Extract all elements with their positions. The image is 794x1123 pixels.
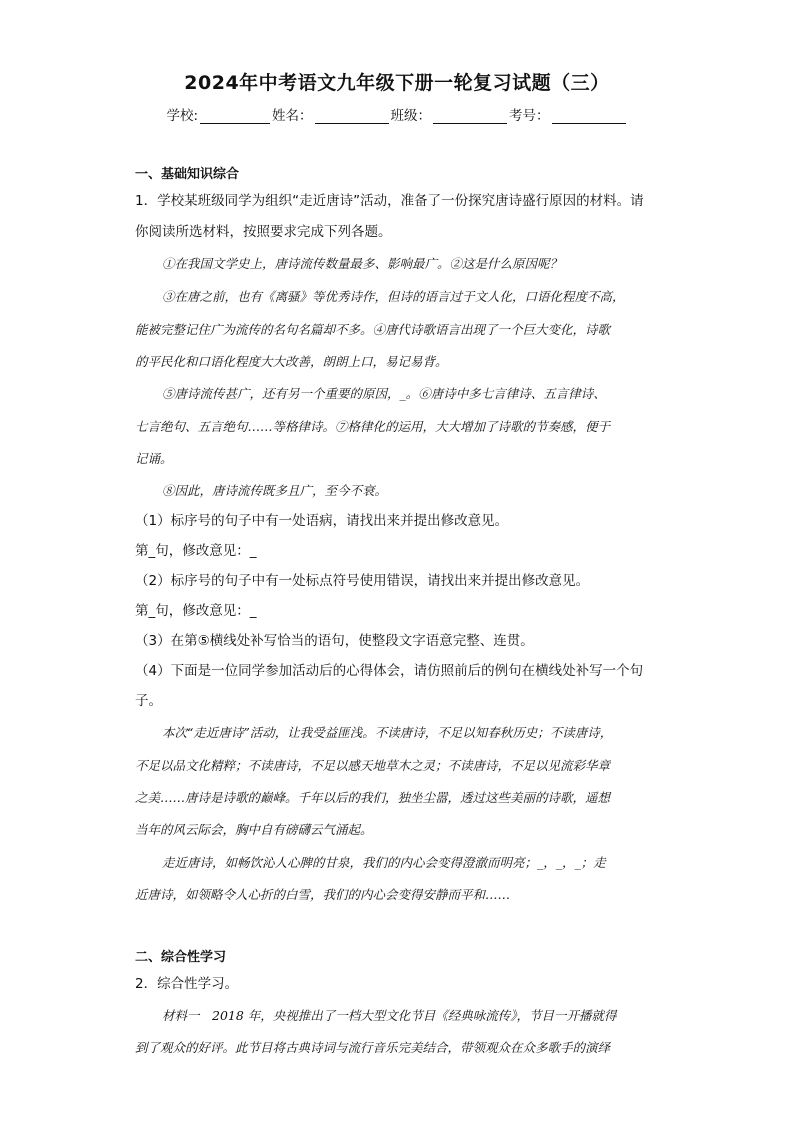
answer-line[interactable]: 第_句，修改意见：_	[135, 543, 257, 559]
exam-no-blank[interactable]	[552, 109, 626, 124]
sub-question: （3）在第⑤横线处补写恰当的语句，使整段文字语意完整、连贯。	[135, 633, 534, 649]
exam-no-label: 考号：	[509, 108, 550, 124]
material-line: 材料一 2018 年，央视推出了一档大型文化节目《经典咏流传》，节目一开播就得	[162, 1008, 617, 1023]
page-title: 2024年中考语文九年级下册一轮复习试题（三）	[184, 72, 610, 94]
question-text: 你阅读所选材料，按照要求完成下列各题。	[135, 224, 392, 240]
passage-line: 的平民化和口语化程度大大改善，朗朗上口，易记易背。	[135, 354, 448, 369]
passage-line: 七言绝句、五言绝句……等格律诗。⑦格律化的运用，大大增加了诗歌的节奏感，便于	[135, 419, 611, 434]
reflection-line: 走近唐诗，如畅饮沁人心脾的甘泉，我们的内心会变得澄澈而明亮；_，_，_；走	[162, 855, 606, 870]
school-label: 学校:	[166, 108, 199, 124]
reflection-line: 之美……唐诗是诗歌的巅峰。千年以后的我们，独坐尘嚣，透过这些美丽的诗歌，遥想	[135, 790, 611, 805]
section-heading: 二、综合性学习	[135, 950, 227, 965]
question-text: 1．学校某班级同学为组织“走近唐诗”活动，准备了一份探究唐诗盛行原因的材料。请	[135, 193, 644, 209]
question-text: 2．综合性学习。	[135, 976, 239, 992]
material-line: 到了观众的好评。此节目将古典诗词与流行音乐完美结合，带领观众在众多歌手的演绎	[135, 1040, 611, 1055]
student-info-row	[0, 104, 794, 124]
passage-line: ①在我国文学史上，唐诗流传数量最多、影响最广。②这是什么原因呢？	[162, 256, 563, 271]
passage-line: ③在唐之前，也有《离骚》等优秀诗作，但诗的语言过于文人化，口语化程度不高，	[162, 289, 625, 304]
name-blank[interactable]	[315, 109, 389, 124]
reflection-line: 不足以品文化精粹；不读唐诗，不足以感天地草木之灵；不读唐诗，不足以见流彩华章	[135, 758, 611, 773]
sub-question: （4）下面是一位同学参加活动后的心得体会，请仿照前后的例句在横线处补写一个句	[135, 663, 644, 679]
class-label: 班级：	[390, 108, 432, 124]
sub-question: （1）标序号的句子中有一处语病，请找出来并提出修改意见。	[135, 513, 509, 529]
reflection-line: 近唐诗，如领略令人心折的白雪，我们的内心会变得安静而平和……	[135, 887, 511, 902]
passage-line: ⑤唐诗流传甚广，还有另一个重要的原因，_。⑥唐诗中多七言律诗、五言律诗、	[162, 386, 606, 401]
school-blank[interactable]	[200, 109, 270, 124]
name-label: 姓名：	[272, 108, 313, 124]
passage-line: ⑧因此，唐诗流传既多且广，至今不衰。	[162, 483, 388, 498]
class-blank[interactable]	[433, 109, 507, 124]
passage-line: 能被完整记住广为流传的名句名篇却不多。④唐代诗歌语言出现了一个巨大变化，诗歌	[135, 322, 611, 337]
section-heading: 一、基础知识综合	[135, 167, 240, 182]
answer-line[interactable]: 第_句，修改意见：_	[135, 603, 257, 619]
reflection-line: 当年的风云际会，胸中自有磅礴云气涌起。	[135, 822, 373, 837]
sub-question: （2）标序号的句子中有一处标点符号使用错误，请找出来并提出修改意见。	[135, 573, 590, 589]
reflection-line: 本次“走近唐诗”活动，让我受益匪浅。不读唐诗，不足以知春秋历史；不读唐诗，	[162, 725, 613, 740]
passage-line: 记诵。	[135, 451, 173, 466]
sub-question: 子。	[135, 693, 162, 709]
